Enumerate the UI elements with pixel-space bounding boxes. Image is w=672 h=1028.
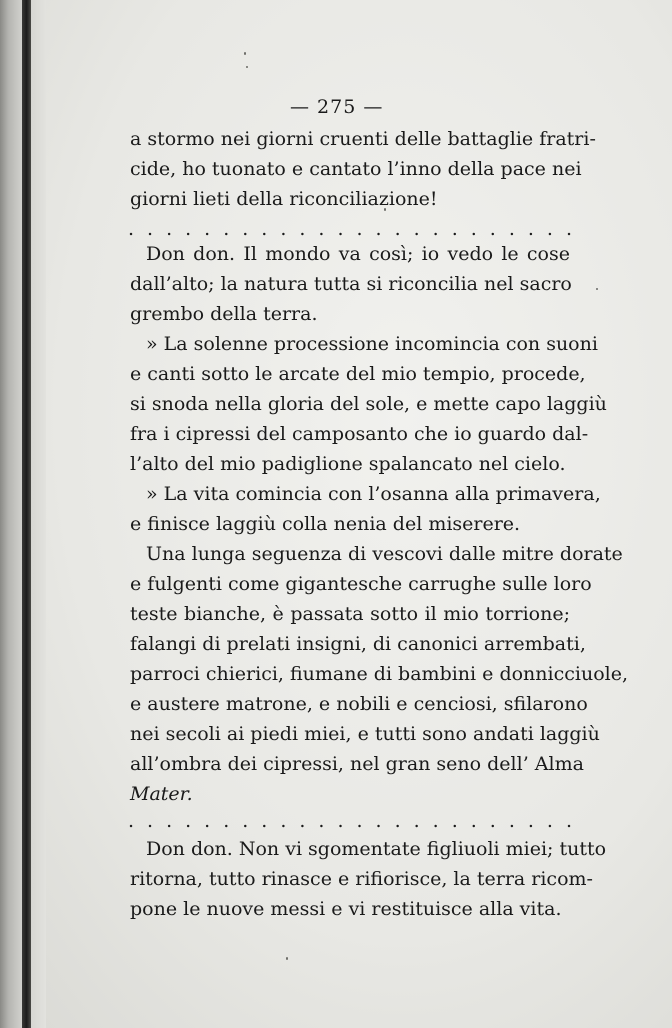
paper-speck: [286, 957, 288, 960]
text-line: all’ombra dei cipressi, nel gran seno dell’ Alma: [130, 753, 584, 775]
text-line: cide, ho tuonato e cantato l’inno della pace nei: [130, 158, 582, 180]
text-line: pone le nuove messi e vi restituisce alla vita.: [130, 898, 562, 920]
section-separator: . . . . . . . . . . . . . . . . . . . . . . . .: [128, 810, 572, 832]
text-line: e fulgenti come gigantesche carrughe sulle loro: [130, 573, 592, 595]
text-line: Don don. Il mondo va così; io vedo le cose: [146, 243, 570, 265]
text-line: » La solenne processione incomincia con suoni: [146, 333, 598, 355]
page-number: — 275 —: [290, 96, 384, 118]
text-line: Una lunga seguenza di vescovi dalle mitre dorate: [146, 543, 623, 565]
text-line: » La vita comincia con l’osanna alla primavera,: [146, 483, 601, 505]
text-line: dall’alto; la natura tutta si riconcilia nel sacro: [130, 273, 572, 295]
paper-speck: [246, 66, 248, 68]
text-line: fra i cipressi del camposanto che io guardo dal-: [130, 423, 589, 445]
text-line: l’alto del mio padiglione spalancato nel cielo.: [130, 453, 566, 475]
text-line: parroci chierici, fiumane di bambini e donnicciuole,: [130, 663, 628, 685]
text-line: grembo della terra.: [130, 303, 318, 325]
text-line: e finisce laggiù colla nenia del miserere.: [130, 513, 521, 535]
book-spine: [22, 0, 31, 1028]
section-separator: . . . . . . . . . . . . . . . . . . . . . . . .: [128, 218, 572, 240]
paper-speck: [596, 288, 598, 290]
text-line: Mater.: [130, 783, 193, 805]
text-line: e austere matrone, e nobili e cenciosi, sfilarono: [130, 693, 588, 715]
text-line: teste bianche, è passata sotto il mio torrione;: [130, 603, 570, 625]
text-line: nei secoli ai piedi miei, e tutti sono andati laggiù: [130, 723, 600, 745]
paper-speck: [244, 52, 246, 55]
text-line: Don don. Non vi sgomentate figliuoli miei; tutto: [146, 838, 607, 860]
text-line: falangi di prelati insigni, di canonici arrembati,: [130, 633, 586, 655]
text-line: si snoda nella gloria del sole, e mette capo laggiù: [130, 393, 607, 415]
text-line: e canti sotto le arcate del mio tempio, procede,: [130, 363, 586, 385]
text-line: ritorna, tutto rinasce e rifiorisce, la terra ricom-: [130, 868, 593, 890]
text-line: giorni lieti della riconciliazione!: [130, 188, 438, 210]
text-line: a stormo nei giorni cruenti delle battaglie fratri-: [130, 128, 596, 150]
